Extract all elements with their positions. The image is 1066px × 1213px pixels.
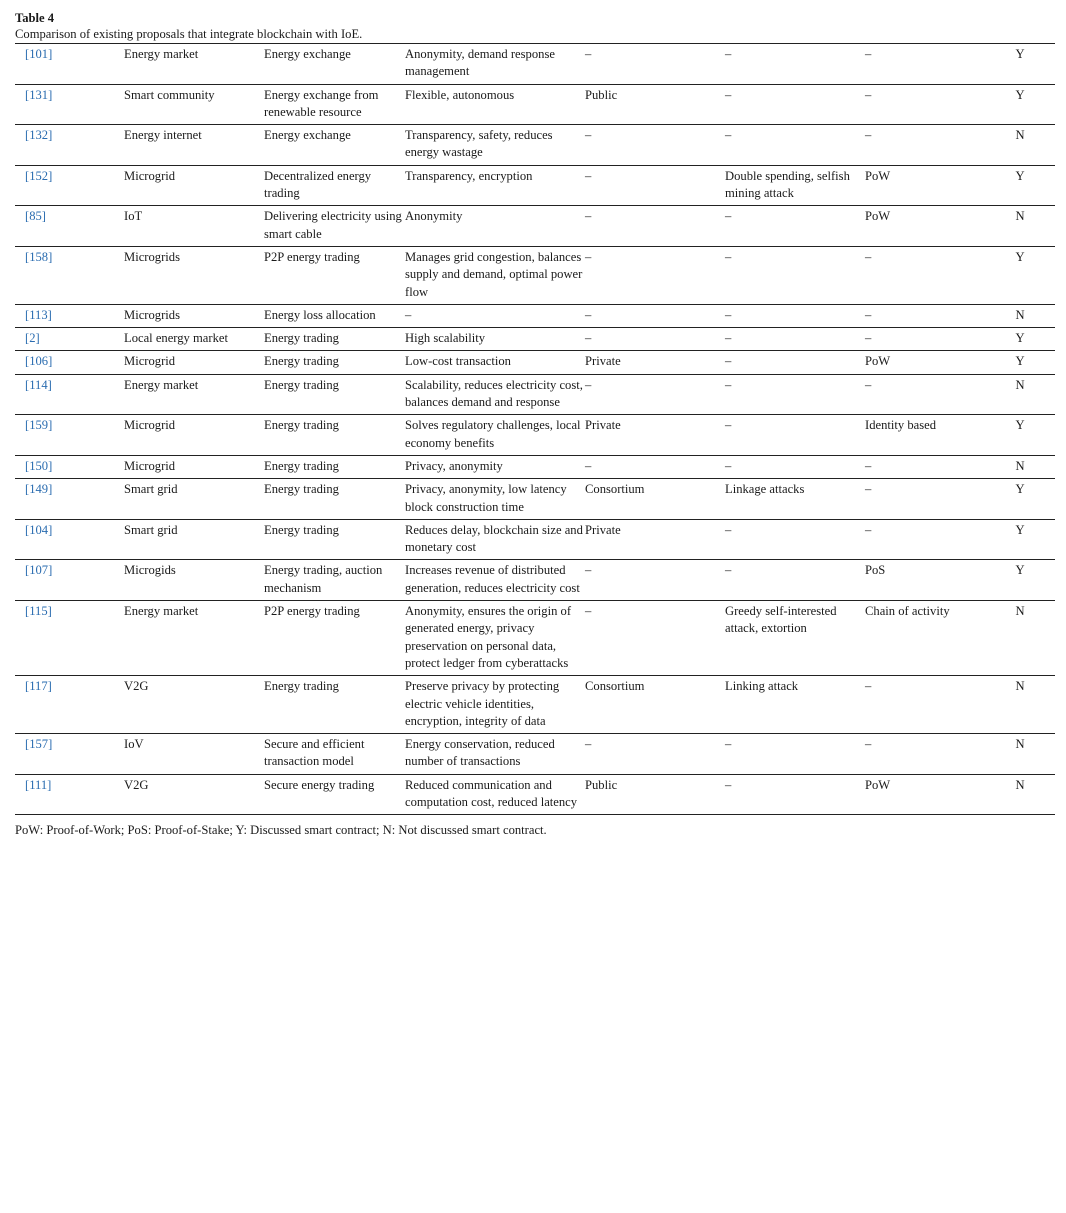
domain-cell: V2G bbox=[124, 676, 264, 734]
smart-contract-cell: Y bbox=[985, 351, 1055, 374]
table-row bbox=[15, 165, 1055, 206]
type-cell: – bbox=[585, 125, 725, 166]
smart-contract-cell: Y bbox=[985, 165, 1055, 206]
consensus-cell: – bbox=[865, 246, 985, 304]
table-row bbox=[15, 734, 1055, 775]
consensus-cell: PoW bbox=[865, 351, 985, 374]
domain-cell: Microgrid bbox=[124, 351, 264, 374]
smart-contract-cell: N bbox=[985, 206, 1055, 247]
ref-link[interactable]: [104] bbox=[15, 519, 124, 560]
application-cell: Secure energy trading bbox=[264, 774, 405, 815]
consensus-cell: Identity based bbox=[865, 415, 985, 456]
attacks-cell: Linkage attacks bbox=[725, 479, 865, 520]
type-cell: Public bbox=[585, 84, 725, 125]
consensus-cell: PoW bbox=[865, 206, 985, 247]
ref-link[interactable]: [157] bbox=[15, 734, 124, 775]
smart-contract-cell: N bbox=[985, 374, 1055, 415]
benefits-cell: Anonymity, demand response management bbox=[405, 44, 585, 85]
benefits-cell: Preserve privacy by protecting electric vehicle identities, encryption, integrity of data bbox=[405, 676, 585, 734]
table-row bbox=[15, 374, 1055, 415]
application-cell: Energy trading bbox=[264, 351, 405, 374]
ref-link[interactable]: [152] bbox=[15, 165, 124, 206]
consensus-cell: – bbox=[865, 125, 985, 166]
attacks-cell: – bbox=[725, 351, 865, 374]
benefits-cell: Transparency, encryption bbox=[405, 165, 585, 206]
domain-cell: Energy market bbox=[124, 44, 264, 85]
benefits-cell: Privacy, anonymity bbox=[405, 455, 585, 478]
application-cell: Energy exchange bbox=[264, 44, 405, 85]
domain-cell: Energy market bbox=[124, 374, 264, 415]
type-cell: Private bbox=[585, 415, 725, 456]
smart-contract-cell: N bbox=[985, 734, 1055, 775]
benefits-cell: Low-cost transaction bbox=[405, 351, 585, 374]
application-cell: P2P energy trading bbox=[264, 246, 405, 304]
application-cell: Energy trading bbox=[264, 676, 405, 734]
application-cell: P2P energy trading bbox=[264, 601, 405, 676]
type-cell: – bbox=[585, 734, 725, 775]
table-row bbox=[15, 676, 1055, 734]
consensus-cell: – bbox=[865, 328, 985, 351]
smart-contract-cell: Y bbox=[985, 44, 1055, 85]
application-cell: Delivering electricity using smart cable bbox=[264, 206, 405, 247]
ref-link[interactable]: [2] bbox=[15, 328, 124, 351]
type-cell: Public bbox=[585, 774, 725, 815]
table-row bbox=[15, 479, 1055, 520]
table-container bbox=[15, 10, 1055, 838]
benefits-cell: – bbox=[405, 304, 585, 327]
table-row bbox=[15, 328, 1055, 351]
application-cell: Energy exchange bbox=[264, 125, 405, 166]
ref-link[interactable]: [107] bbox=[15, 560, 124, 601]
type-cell: – bbox=[585, 560, 725, 601]
attacks-cell: – bbox=[725, 44, 865, 85]
application-cell: Decentralized energy trading bbox=[264, 165, 405, 206]
domain-cell: V2G bbox=[124, 774, 264, 815]
domain-cell: Energy market bbox=[124, 601, 264, 676]
ref-link[interactable]: [106] bbox=[15, 351, 124, 374]
consensus-cell: – bbox=[865, 304, 985, 327]
ref-link[interactable]: [159] bbox=[15, 415, 124, 456]
consensus-cell: PoW bbox=[865, 165, 985, 206]
ref-link[interactable]: [150] bbox=[15, 455, 124, 478]
benefits-cell: Flexible, autonomous bbox=[405, 84, 585, 125]
application-cell: Energy trading bbox=[264, 374, 405, 415]
attacks-cell: Greedy self-interested attack, extortion bbox=[725, 601, 865, 676]
type-cell: – bbox=[585, 328, 725, 351]
table-row bbox=[15, 774, 1055, 815]
table-row bbox=[15, 125, 1055, 166]
attacks-cell: – bbox=[725, 734, 865, 775]
benefits-cell: Anonymity, ensures the origin of generated energy, privacy preservation on personal data, protect ledger from cyberattacks bbox=[405, 601, 585, 676]
table-footnote: PoW: Proof-of-Work; PoS: Proof-of-Stake; Y: Discussed smart contract; N: Not discussed smart contract. bbox=[15, 823, 547, 838]
smart-contract-cell: N bbox=[985, 304, 1055, 327]
benefits-cell: Anonymity bbox=[405, 206, 585, 247]
benefits-cell: Reduces delay, blockchain size and monetary cost bbox=[405, 519, 585, 560]
domain-cell: Smart community bbox=[124, 84, 264, 125]
domain-cell: Microgrid bbox=[124, 415, 264, 456]
type-cell: Consortium bbox=[585, 676, 725, 734]
domain-cell: IoV bbox=[124, 734, 264, 775]
attacks-cell: – bbox=[725, 328, 865, 351]
ref-link[interactable]: [149] bbox=[15, 479, 124, 520]
domain-cell: Microgids bbox=[124, 560, 264, 601]
table-label: Table 4 bbox=[15, 11, 55, 25]
consensus-cell: – bbox=[865, 734, 985, 775]
ref-link[interactable]: [111] bbox=[15, 774, 124, 815]
ref-link[interactable]: [117] bbox=[15, 676, 124, 734]
ref-link[interactable]: [132] bbox=[15, 125, 124, 166]
consensus-cell: – bbox=[865, 676, 985, 734]
application-cell: Energy trading bbox=[264, 479, 405, 520]
application-cell: Energy trading bbox=[264, 415, 405, 456]
attacks-cell: – bbox=[725, 374, 865, 415]
type-cell: Private bbox=[585, 351, 725, 374]
smart-contract-cell: N bbox=[985, 676, 1055, 734]
attacks-cell: – bbox=[725, 246, 865, 304]
application-cell: Secure and efficient transaction model bbox=[264, 734, 405, 775]
domain-cell: Local energy market bbox=[124, 328, 264, 351]
benefits-cell: Privacy, anonymity, low latency block construction time bbox=[405, 479, 585, 520]
domain-cell: IoT bbox=[124, 206, 264, 247]
type-cell: – bbox=[585, 374, 725, 415]
domain-cell: Microgrid bbox=[124, 455, 264, 478]
table-row bbox=[15, 206, 1055, 247]
table-row bbox=[15, 44, 1055, 85]
ref-link[interactable]: [113] bbox=[15, 304, 124, 327]
benefits-cell: Transparency, safety, reduces energy wastage bbox=[405, 125, 585, 166]
table-row bbox=[15, 560, 1055, 601]
table-row bbox=[15, 351, 1055, 374]
smart-contract-cell: Y bbox=[985, 560, 1055, 601]
smart-contract-cell: N bbox=[985, 455, 1055, 478]
consensus-cell: Chain of activity bbox=[865, 601, 985, 676]
domain-cell: Smart grid bbox=[124, 479, 264, 520]
benefits-cell: Scalability, reduces electricity cost, balances demand and response bbox=[405, 374, 585, 415]
attacks-cell: – bbox=[725, 455, 865, 478]
type-cell: – bbox=[585, 246, 725, 304]
domain-cell: Microgrids bbox=[124, 304, 264, 327]
ref-link[interactable]: [114] bbox=[15, 374, 124, 415]
smart-contract-cell: Y bbox=[985, 246, 1055, 304]
smart-contract-cell: N bbox=[985, 601, 1055, 676]
ref-link[interactable]: [101] bbox=[15, 44, 124, 85]
consensus-cell: PoS bbox=[865, 560, 985, 601]
table-row bbox=[15, 601, 1055, 676]
consensus-cell: – bbox=[865, 479, 985, 520]
attacks-cell: – bbox=[725, 519, 865, 560]
attacks-cell: – bbox=[725, 206, 865, 247]
type-cell: – bbox=[585, 455, 725, 478]
attacks-cell: Linking attack bbox=[725, 676, 865, 734]
application-cell: Energy loss allocation bbox=[264, 304, 405, 327]
ref-link[interactable]: [115] bbox=[15, 601, 124, 676]
benefits-cell: Manages grid congestion, balances supply and demand, optimal power flow bbox=[405, 246, 585, 304]
domain-cell: Energy internet bbox=[124, 125, 264, 166]
smart-contract-cell: Y bbox=[985, 479, 1055, 520]
type-cell: – bbox=[585, 165, 725, 206]
type-cell: – bbox=[585, 601, 725, 676]
attacks-cell: – bbox=[725, 560, 865, 601]
comparison-table bbox=[15, 43, 1055, 815]
consensus-cell: – bbox=[865, 44, 985, 85]
domain-cell: Microgrids bbox=[124, 246, 264, 304]
table-body bbox=[15, 44, 1055, 815]
consensus-cell: – bbox=[865, 519, 985, 560]
smart-contract-cell: N bbox=[985, 125, 1055, 166]
ref-link[interactable]: [131] bbox=[15, 84, 124, 125]
attacks-cell: – bbox=[725, 415, 865, 456]
table-caption: Comparison of existing proposals that integrate blockchain with IoE. bbox=[15, 27, 363, 41]
type-cell: Private bbox=[585, 519, 725, 560]
application-cell: Energy trading bbox=[264, 328, 405, 351]
type-cell: – bbox=[585, 206, 725, 247]
attacks-cell: – bbox=[725, 304, 865, 327]
ref-link[interactable]: [85] bbox=[15, 206, 124, 247]
consensus-cell: PoW bbox=[865, 774, 985, 815]
type-cell: – bbox=[585, 304, 725, 327]
attacks-cell: Double spending, selfish mining attack bbox=[725, 165, 865, 206]
type-cell: Consortium bbox=[585, 479, 725, 520]
smart-contract-cell: Y bbox=[985, 519, 1055, 560]
attacks-cell: – bbox=[725, 84, 865, 125]
application-cell: Energy trading bbox=[264, 455, 405, 478]
attacks-cell: – bbox=[725, 125, 865, 166]
smart-contract-cell: N bbox=[985, 774, 1055, 815]
benefits-cell: Energy conservation, reduced number of transactions bbox=[405, 734, 585, 775]
smart-contract-cell: Y bbox=[985, 84, 1055, 125]
application-cell: Energy trading bbox=[264, 519, 405, 560]
ref-link[interactable]: [158] bbox=[15, 246, 124, 304]
consensus-cell: – bbox=[865, 455, 985, 478]
table-row bbox=[15, 304, 1055, 327]
consensus-cell: – bbox=[865, 84, 985, 125]
benefits-cell: Solves regulatory challenges, local economy benefits bbox=[405, 415, 585, 456]
table-row bbox=[15, 246, 1055, 304]
benefits-cell: Increases revenue of distributed generation, reduces electricity cost bbox=[405, 560, 585, 601]
consensus-cell: – bbox=[865, 374, 985, 415]
table-row bbox=[15, 519, 1055, 560]
table-row bbox=[15, 455, 1055, 478]
benefits-cell: High scalability bbox=[405, 328, 585, 351]
benefits-cell: Reduced communication and computation cost, reduced latency bbox=[405, 774, 585, 815]
smart-contract-cell: Y bbox=[985, 328, 1055, 351]
domain-cell: Microgrid bbox=[124, 165, 264, 206]
attacks-cell: – bbox=[725, 774, 865, 815]
application-cell: Energy trading, auction mechanism bbox=[264, 560, 405, 601]
type-cell: – bbox=[585, 44, 725, 85]
table-row bbox=[15, 84, 1055, 125]
application-cell: Energy exchange from renewable resource bbox=[264, 84, 405, 125]
smart-contract-cell: Y bbox=[985, 415, 1055, 456]
table-row bbox=[15, 415, 1055, 456]
domain-cell: Smart grid bbox=[124, 519, 264, 560]
